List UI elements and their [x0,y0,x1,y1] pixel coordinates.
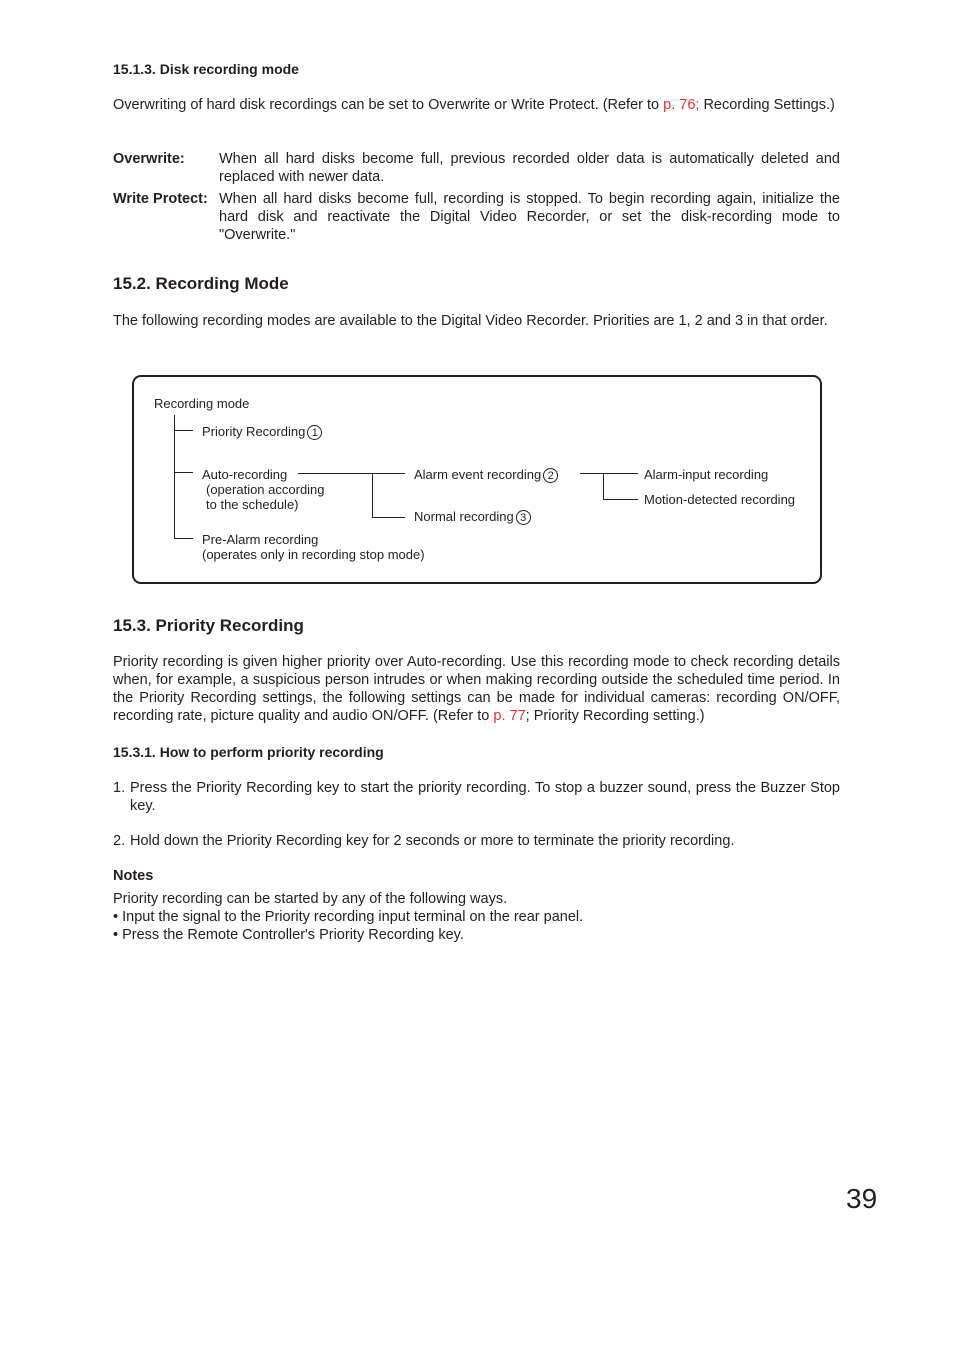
auto-recording-label: Auto-recording [202,467,288,482]
priority-3-badge: 3 [516,510,531,525]
intro-text-end: Recording Settings.) [699,97,835,113]
auto-recording-note-1: (operation according [206,482,325,497]
step-1-text: Press the Priority Recording key to start the priority recording. To stop a buzzer sound, press the Buzzer Stop key. [130,780,840,814]
branch-priority [174,430,193,431]
page-76-link[interactable]: p. 76; [663,97,700,113]
alarm-to-input-line [580,473,638,474]
priority-recording-label: Priority Recording [202,424,306,439]
section-heading-disk-recording-mode: 15.1.3. Disk recording mode [113,61,299,77]
notes-bullet-1: • Input the signal to the Priority recording input terminal on the rear panel. [113,909,584,925]
priority-recording-node [202,424,322,440]
priority-text-end: ; Priority Recording setting.) [525,708,705,724]
notes-line: Priority recording can be started by any of the following ways. [113,891,508,907]
prealarm-note: (operates only in recording stop mode) [202,547,425,562]
intro-text: Overwriting of hard disk recordings can be set to Overwrite or Write Protect. (Refer to [113,97,664,113]
priority-text: Priority recording is given higher priority over Auto-recording. Use this recording mode to check recording details when, for example, a suspicious person intrudes or when making recording outside the scheduled time period. In the Priority Recording settings, the following settings can be made for individual cameras: recording ON/OFF, recording rate, picture quality and audio ON/OFF. (Refer to [113,654,840,724]
step-2-number: 2. [113,833,126,849]
auto-to-normal-line [372,517,405,518]
recording-mode-intro: The following recording modes are available to the Digital Video Recorder. Priorities are 1, 2 and 3 in that order. [113,313,828,329]
branch-auto [174,472,193,473]
step-1-number: 1. [113,780,126,796]
notes-bullet-2: • Press the Remote Controller's Priority Recording key. [113,927,464,943]
write-protect-description: When all hard disks become full, recording is stopped. To begin recording again, initialize the hard disk and reactivate the Digital Video Recorder, or set the disk-recording mode to "Overwrite." [219,191,840,243]
overwrite-term: Overwrite: [113,151,185,167]
alarm-event-label: Alarm event recording [414,467,542,482]
branch-prealarm [174,538,193,539]
motion-detected-label: Motion-detected recording [644,492,796,507]
normal-recording-label: Normal recording [414,509,514,524]
auto-to-alarm-line [298,473,405,474]
priority-2-badge: 2 [543,468,558,483]
prealarm-label: Pre-Alarm recording [202,532,319,547]
disk-recording-intro [113,96,840,114]
alarm-input-label: Alarm-input recording [644,467,769,482]
step-2-text: Hold down the Priority Recording key for 2 seconds or more to terminate the priority recording. [130,833,735,849]
priority-1-badge: 1 [307,425,322,440]
auto-subtree-line [372,473,373,517]
diagram-root-label: Recording mode [154,396,250,411]
root-tree-line [174,415,175,538]
alarm-to-motion-line [603,499,638,500]
write-protect-term: Write Protect: [113,191,208,207]
section-heading-priority-recording: 15.3. Priority Recording [113,616,304,635]
auto-recording-note-2: to the schedule) [206,497,299,512]
page-77-link[interactable]: p. 77 [493,708,526,724]
section-heading-how-to-perform: 15.3.1. How to perform priority recording [113,744,384,760]
overwrite-description: When all hard disks become full, previous recorded older data is automatically deleted and replaced with newer data. [219,151,840,185]
notes-heading: Notes [113,868,154,884]
priority-recording-intro [113,653,840,725]
section-heading-recording-mode: 15.2. Recording Mode [113,274,289,293]
normal-recording-node [414,509,531,525]
page-number: 39 [846,1183,878,1214]
alarm-subtree-line [603,473,604,499]
alarm-event-node [414,467,558,483]
